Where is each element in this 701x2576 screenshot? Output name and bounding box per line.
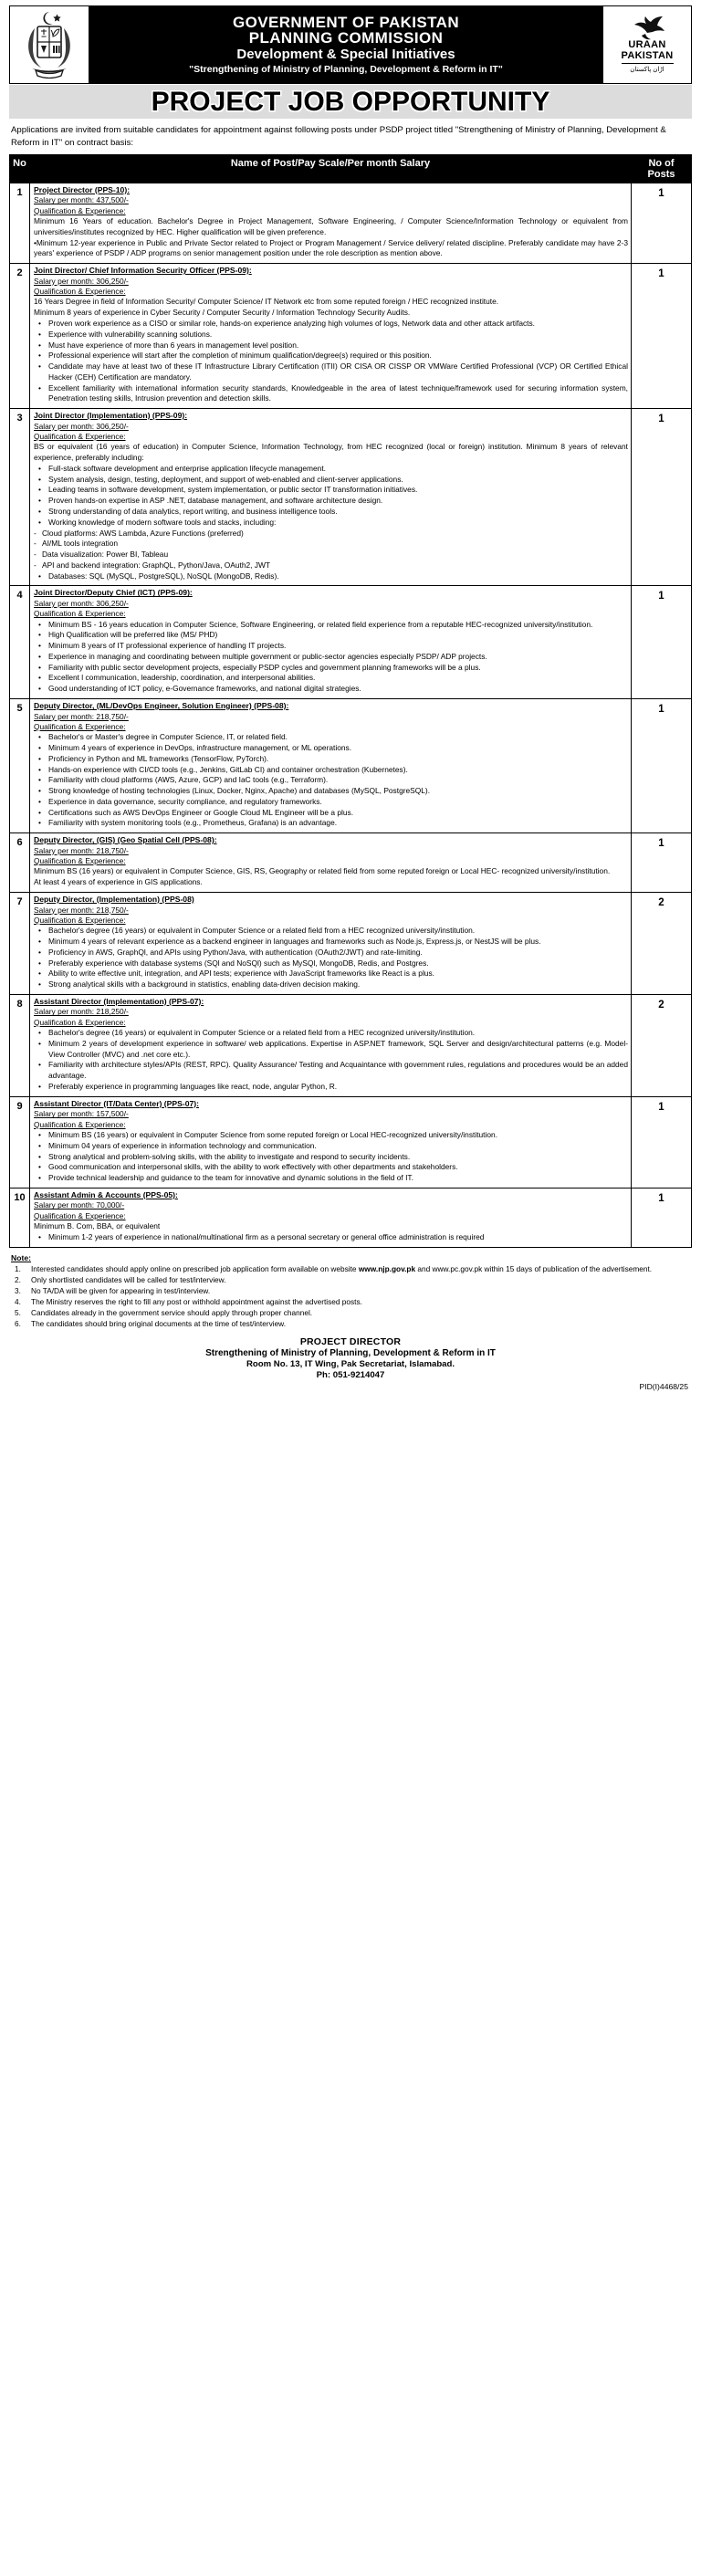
- qualification-bullet: • Leading teams in software development, system implementation, or public sector IT transformation initiatives.: [34, 485, 628, 496]
- notes-heading: Note:: [11, 1252, 31, 1262]
- qualification-bullet: • Good understanding of ICT policy, e-Governance frameworks, and national digital strategies.: [34, 684, 628, 695]
- table-header-row: [10, 154, 692, 183]
- post-salary: Salary per month: 306,250/-: [34, 421, 129, 431]
- post-title: Deputy Director, (GIS) (Geo Spatial Cell (PPS-08):: [34, 835, 217, 845]
- uraan-label-line1: URAAN: [628, 39, 666, 51]
- footer-project-name: Strengthening of Ministry of Planning, Development & Reform in IT: [205, 1347, 496, 1358]
- row-number: 5: [10, 698, 30, 832]
- post-title: Joint Director/ Chief Information Security Officer (PPS-09):: [34, 266, 252, 276]
- note-number: 6.: [15, 1318, 21, 1328]
- qualification-paragraph: At least 4 years of experience in GIS applications.: [34, 877, 203, 887]
- note-text: No TA/DA will be given for appearing in test/interview.: [31, 1285, 211, 1295]
- qualification-bullet: • Minimum 04 years of experience in information technology and communication.: [34, 1141, 628, 1152]
- post-details: [30, 1188, 632, 1247]
- post-salary: Salary per month: 218,750/-: [34, 711, 129, 721]
- qualification-bullet: • Minimum 4 years of relevant experience as a backend engineer in languages and frameworks such as Node.js, Express.js, or NestJS will be plus.: [34, 937, 628, 948]
- qualification-bullet: • Hands-on experience with CI/CD tools (e.g., Jenkins, GitLab CI) and container orchestration (Kubernetes).: [34, 765, 628, 776]
- masthead-text: [89, 6, 603, 83]
- column-header-no: No: [10, 154, 30, 183]
- qualification-bullet: • Working knowledge of modern software tools and stacks, including:: [34, 518, 628, 529]
- banner: [9, 85, 692, 119]
- row-number: 4: [10, 586, 30, 699]
- qualification-bullet-list: [34, 1130, 628, 1184]
- notes-list: [11, 1263, 692, 1329]
- row-number: 1: [10, 183, 30, 263]
- row-number: 9: [10, 1096, 30, 1188]
- note-item: [11, 1285, 692, 1296]
- qualification-bullet: • Experience in data governance, security compliance, and regulatory frameworks.: [34, 797, 628, 808]
- footer-address: Room No. 13, IT Wing, Pak Secretariat, Islamabad.: [246, 1358, 455, 1369]
- qualification-bullet-list: [34, 926, 628, 990]
- qualification-bullet: • Familiarity with public sector development projects, especially PSDP cycles and government planning frameworks will be a plus.: [34, 663, 628, 674]
- jobs-table: [9, 154, 692, 1248]
- qualification-bullet: • Ability to write effective unit, integration, and API tests; experience with JavaScript frameworks like React is a plus.: [34, 969, 628, 979]
- number-of-posts: 1: [632, 409, 692, 586]
- qualification-bullet-list: [34, 1028, 628, 1093]
- post-salary: Salary per month: 306,250/-: [34, 598, 129, 608]
- qualification-bullet-list: [34, 620, 628, 695]
- qualification-bullet: • Bachelor's degree (16 years) or equivalent in Computer Science or a related field from a HEC recognized university/institution.: [34, 926, 628, 937]
- post-salary: Salary per month: 218,750/-: [34, 905, 129, 915]
- qualification-bullet-list: [34, 1232, 628, 1243]
- row-number: 8: [10, 994, 30, 1096]
- qualification-paragraph: •Minimum 12-year experience in Public and Private Sector related to Project or Program Management / Service delivery/ related discipline. Preferably candidate may have 2-3 years' experience of PSDP / ADP programs on senior management position under the role description as mention above.: [34, 237, 628, 258]
- column-header-posts: No of Posts: [632, 154, 692, 183]
- table-row: [10, 833, 692, 893]
- qualification-bullet: • Strong understanding of data analytics, report writing, and business intelligence tools.: [34, 507, 628, 518]
- table-row: [10, 698, 692, 832]
- qualification-bullet: • Proficiency in Python and ML frameworks (TensorFlow, PyTorch).: [34, 754, 628, 765]
- table-row: [10, 1188, 692, 1247]
- intro-paragraph: Applications are invited from suitable candidates for appointment against following posts under PSDP project titled "Strengthening of Ministry of Planning, Development & Reform in IT" on contract basis:: [11, 125, 666, 148]
- qualification-bullet: - API and backend integration: GraphQL, Python/Java, OAuth2, JWT: [34, 560, 628, 571]
- note-text: Only shortlisted candidates will be called for test/interview.: [31, 1274, 226, 1284]
- row-number: 3: [10, 409, 30, 586]
- note-item: [11, 1263, 692, 1274]
- note-text: The candidates should bring original documents at the time of test/interview.: [31, 1318, 287, 1328]
- post-details: [30, 183, 632, 263]
- post-salary: Salary per month: 437,500/-: [34, 195, 129, 205]
- qualification-bullet: - Cloud platforms: AWS Lambda, Azure Functions (preferred): [34, 529, 628, 539]
- qualification-bullet: • Excellent l communication, leadership, coordination, and interpersonal abilities.: [34, 673, 628, 684]
- post-salary: Salary per month: 157,500/-: [34, 1109, 129, 1119]
- post-title: Assistant Director (Implementation) (PPS-07):: [34, 996, 204, 1006]
- pid-number: PID(I)4468/25: [639, 1381, 688, 1391]
- post-details: [30, 1096, 632, 1188]
- qualification-bullet-list: [34, 319, 628, 404]
- table-row: [10, 1096, 692, 1188]
- number-of-posts: 2: [632, 892, 692, 994]
- note-website-link[interactable]: www.njp.gov.pk: [358, 1263, 416, 1273]
- footer-phone: Ph: 051-9214047: [316, 1369, 385, 1380]
- qualification-label: Qualification & Experience:: [34, 432, 126, 442]
- row-number: 10: [10, 1188, 30, 1247]
- post-title: Project Director (PPS-10):: [34, 184, 131, 194]
- number-of-posts: 2: [632, 994, 692, 1096]
- row-number: 6: [10, 833, 30, 893]
- qualification-bullet: • Bachelor's or Master's degree in Computer Science, IT, or related field.: [34, 732, 628, 743]
- masthead: [9, 5, 692, 84]
- qualification-bullet-list: [34, 732, 628, 829]
- qualification-label: Qualification & Experience:: [34, 721, 126, 731]
- qualification-bullet: • Proven work experience as a CISO or similar role, hands-on experience analyzing high volumes of logs, Network data and other attack artifacts.: [34, 319, 628, 330]
- qualification-bullet: • Minimum 1-2 years of experience in national/multinational firm as a personal secretary or general office administration is required: [34, 1232, 628, 1243]
- post-title: Assistant Admin & Accounts (PPS-05):: [34, 1189, 178, 1199]
- table-header: [10, 154, 692, 183]
- note-text: Candidates already in the government service should apply through proper channel.: [31, 1307, 313, 1317]
- pakistan-state-emblem-icon: [16, 8, 83, 81]
- masthead-line-government: GOVERNMENT OF PAKISTAN: [232, 13, 460, 31]
- qualification-bullet: • Databases: SQL (MySQL, PostgreSQL), NoSQL (MongoDB, Redis).: [34, 571, 628, 582]
- qualification-paragraph: Minimum B. Com, BBA, or equivalent: [34, 1221, 161, 1231]
- note-text-tail: and www.pc.gov.pk within 15 days of publication of the advertisement.: [415, 1263, 653, 1273]
- qualification-bullet: • Minimum 8 years of IT professional experience of handling IT projects.: [34, 641, 628, 652]
- qualification-label: Qualification & Experience:: [34, 205, 126, 215]
- number-of-posts: 1: [632, 1188, 692, 1247]
- masthead-line-project: "Strengthening of Ministry of Planning, Development & Reform in IT": [189, 63, 503, 75]
- table-body: [10, 183, 692, 1247]
- qualification-label: Qualification & Experience:: [34, 915, 126, 925]
- note-number: 4.: [15, 1296, 21, 1306]
- qualification-bullet: • Familiarity with system monitoring tools (e.g., Prometheus, Grafana) is an advantage.: [34, 818, 628, 829]
- qualification-bullet: • Good communication and interpersonal skills, with the ability to work effectively with other departments and stakeholders.: [34, 1162, 628, 1173]
- column-header-post: Name of Post/Pay Scale/Per month Salary: [30, 154, 632, 183]
- uraan-urdu-text: اڑان پاکستان: [630, 66, 664, 73]
- qualification-paragraph: BS or equivalent (16 years of education) in Computer Science, Information Technology, from HEC recognized (local or foreign) institution. Minimum 8 years of relevant experience, preferably including:: [34, 442, 628, 463]
- row-number: 2: [10, 264, 30, 409]
- qualification-bullet: • Certifications such as AWS DevOps Engineer or Google Cloud ML Engineer will be a plus.: [34, 808, 628, 819]
- table-row: [10, 264, 692, 409]
- note-text: Interested candidates should apply online on prescribed job application form available on website: [31, 1263, 359, 1273]
- qualification-bullet: • Preferably experience in programming languages like react, node, angular Python, R.: [34, 1082, 628, 1093]
- post-details: [30, 994, 632, 1096]
- table-row: [10, 994, 692, 1096]
- qualification-bullet: • Familiarity with cloud platforms (AWS, Azure, GCP) and IaC tools (e.g., Terraform).: [34, 775, 628, 786]
- qualification-bullet-list: [34, 529, 628, 571]
- qualification-bullet: • Familiarity with architecture styles/APIs (REST, RPC). Quality Assurance/ Testing and Acquaintance with government rules, regulations and procedures would be an added advantage.: [34, 1060, 628, 1082]
- number-of-posts: 1: [632, 1096, 692, 1188]
- crest-container: [10, 6, 89, 83]
- qualification-bullet: • Minimum 4 years of experience in DevOps, infrastructure management, or ML operations.: [34, 743, 628, 754]
- qualification-bullet: • Preferably experience with database systems (SQl and NoSQl) such as MySQl, MongoDB, Redis, and Postgres.: [34, 958, 628, 969]
- qualification-bullet: • Strong analytical skills with a background in statistics, enabling data-driven decision making.: [34, 979, 628, 990]
- number-of-posts: 1: [632, 183, 692, 263]
- note-item: [11, 1296, 692, 1307]
- post-details: [30, 833, 632, 893]
- qualification-paragraph: Minimum 16 Years of education. Bachelor's Degree in Project Management, Software Engineering, / Computer Science/Information Technology or equivalent from universities/institutes recognized by HEC. Higher qualification will be given preference.: [34, 216, 628, 236]
- table-row: [10, 586, 692, 699]
- post-details: [30, 892, 632, 994]
- post-salary: Salary per month: 218,250/-: [34, 1007, 129, 1017]
- note-number: 1.: [15, 1263, 21, 1273]
- qualification-bullet: • Bachelor's degree (16 years) or equivalent in Computer Science or a related field from a HEC recognized university/institution.: [34, 1028, 628, 1039]
- qualification-bullet: - AI/ML tools integration: [34, 539, 628, 550]
- note-text: The Ministry reserves the right to fill any post or withhold appointment against the advertised posts.: [31, 1296, 362, 1306]
- number-of-posts: 1: [632, 698, 692, 832]
- qualification-bullet: • Proficiency in AWS, GraphQl, and APIs using Python/Java, with authentication (OAuth2/JWT) and rate-limiting.: [34, 948, 628, 958]
- qualification-bullet: - Data visualization: Power BI, Tableau: [34, 550, 628, 560]
- note-item: [11, 1318, 692, 1329]
- table-row: [10, 183, 692, 263]
- qualification-label: Qualification & Experience:: [34, 1017, 126, 1027]
- row-number: 7: [10, 892, 30, 994]
- qualification-bullet: • Experience with vulnerability scanning solutions.: [34, 330, 628, 340]
- qualification-label: Qualification & Experience:: [34, 609, 126, 619]
- number-of-posts: 1: [632, 833, 692, 893]
- note-number: 5.: [15, 1307, 21, 1317]
- uraan-logo: [603, 6, 691, 83]
- qualification-bullet: • Minimum BS (16 years) or equivalent in Computer Science from some reputed foreign or Local HEC-recognized university/institution.: [34, 1130, 628, 1141]
- post-details: [30, 264, 632, 409]
- number-of-posts: 1: [632, 264, 692, 409]
- post-title: Deputy Director, (ML/DevOps Engineer, Solution Engineer) (PPS-08):: [34, 700, 289, 710]
- qualification-bullet-list: [34, 464, 628, 529]
- number-of-posts: 1: [632, 586, 692, 699]
- post-details: [30, 409, 632, 586]
- post-title: Assistant Director (IT/Data Center) (PPS-07):: [34, 1098, 199, 1108]
- post-salary: Salary per month: 218,750/-: [34, 845, 129, 855]
- post-title: Joint Director/Deputy Chief (ICT) (PPS-09):: [34, 588, 193, 598]
- qualification-bullet: • Strong analytical and problem-solving skills, with the ability to investigate and respond to security incidents.: [34, 1152, 628, 1163]
- note-item: [11, 1307, 692, 1318]
- qualification-bullet: • Experience in managing and coordinating between multiple government or public-sector agencies especially PSDP/ ADP projects.: [34, 652, 628, 663]
- qualification-bullet: • Professional experience will start after the completion of minimum qualification/degree(s) required or this position.: [34, 351, 628, 361]
- qualification-bullet: • Minimum BS - 16 years education in Computer Science, Software Engineering, or related field experience from a reputable HEC-recognized university/institution.: [34, 620, 628, 631]
- qualification-bullet: • High Qualification will be preferred like (MS/ PHD): [34, 630, 628, 641]
- qualification-bullet: • System analysis, design, testing, deployment, and support of web-enabled and client-server applications.: [34, 475, 628, 486]
- qualification-paragraph: Minimum 8 years of experience in Cyber Security / Computer Security / Information Technology Security Audits.: [34, 308, 411, 318]
- post-title: Joint Director (Implementation) (PPS-09):: [34, 411, 188, 421]
- footer-project-director: PROJECT DIRECTOR: [299, 1335, 402, 1347]
- uraan-bird-icon: [629, 16, 665, 40]
- post-details: [30, 698, 632, 832]
- qualification-label: Qualification & Experience:: [34, 287, 126, 297]
- qualification-bullet: • Full-stack software development and enterprise application lifecycle management.: [34, 464, 628, 475]
- masthead-line-division: Development & Special Initiatives: [236, 46, 455, 62]
- qualification-bullet: • Provide technical leadership and guidance to the team for innovative and dynamic solutions in the field of IT.: [34, 1173, 628, 1184]
- qualification-bullet-list: [34, 571, 628, 582]
- note-item: [11, 1274, 692, 1285]
- qualification-bullet: • Must have experience of more than 6 years in management level position.: [34, 340, 628, 351]
- qualification-bullet: • Proven hands-on expertise in ASP .NET, database management, and software architecture design.: [34, 496, 628, 507]
- qualification-bullet: • Strong knowledge of hosting technologies (Linux, Docker, Nginx, Apache) and databases (MySQL, PostgreSQL).: [34, 786, 628, 797]
- note-number: 2.: [15, 1274, 21, 1284]
- qualification-bullet: • Candidate may have at least two of these IT Infrastructure Library Certification (ITII) OR CISA OR CISSP OR VMWare Certified Professional (VCP) OR Certified Ethical Hacker (CEH) Certification are mandatory.: [34, 361, 628, 383]
- post-title: Deputy Director, (Implementation) (PPS-08): [34, 894, 194, 904]
- post-salary: Salary per month: 70,000/-: [34, 1200, 125, 1210]
- post-salary: Salary per month: 306,250/-: [34, 276, 129, 286]
- page-title: PROJECT JOB OPPORTUNITY: [151, 87, 550, 117]
- table-row: [10, 409, 692, 586]
- masthead-line-commission: PLANNING COMMISSION: [248, 29, 444, 47]
- footer-block: [9, 1336, 692, 1380]
- uraan-label-line2: PAKISTAN: [622, 51, 674, 64]
- qualification-label: Qualification & Experience:: [34, 1210, 126, 1220]
- qualification-label: Qualification & Experience:: [34, 1119, 126, 1129]
- qualification-paragraph: Minimum BS (16 years) or equivalent in Computer Science, GIS, RS, Geography or related field from some reputed foreign or Local HEC- recognized university/institution.: [34, 866, 611, 876]
- note-number: 3.: [15, 1285, 21, 1295]
- qualification-label: Qualification & Experience:: [34, 856, 126, 866]
- table-row: [10, 892, 692, 994]
- qualification-bullet: • Excellent familiarity with international information security standards, Knowledgeable in the area of latest technique/framework used for securing information system, Penetration testing skills, Intrusion prevention and detection skills.: [34, 383, 628, 405]
- post-details: [30, 586, 632, 699]
- qualification-paragraph: 16 Years Degree in field of Information Security/ Computer Science/ IT Network etc from some reputed foreign / HEC recognized institute.: [34, 297, 499, 307]
- qualification-bullet: • Minimum 2 years of development experience in software/ web applications. Expertise in ASP.NET framework, SQL Server and design/architectural patterns (e.g. Model-View Controller (MVC) and .net core etc.).: [34, 1039, 628, 1061]
